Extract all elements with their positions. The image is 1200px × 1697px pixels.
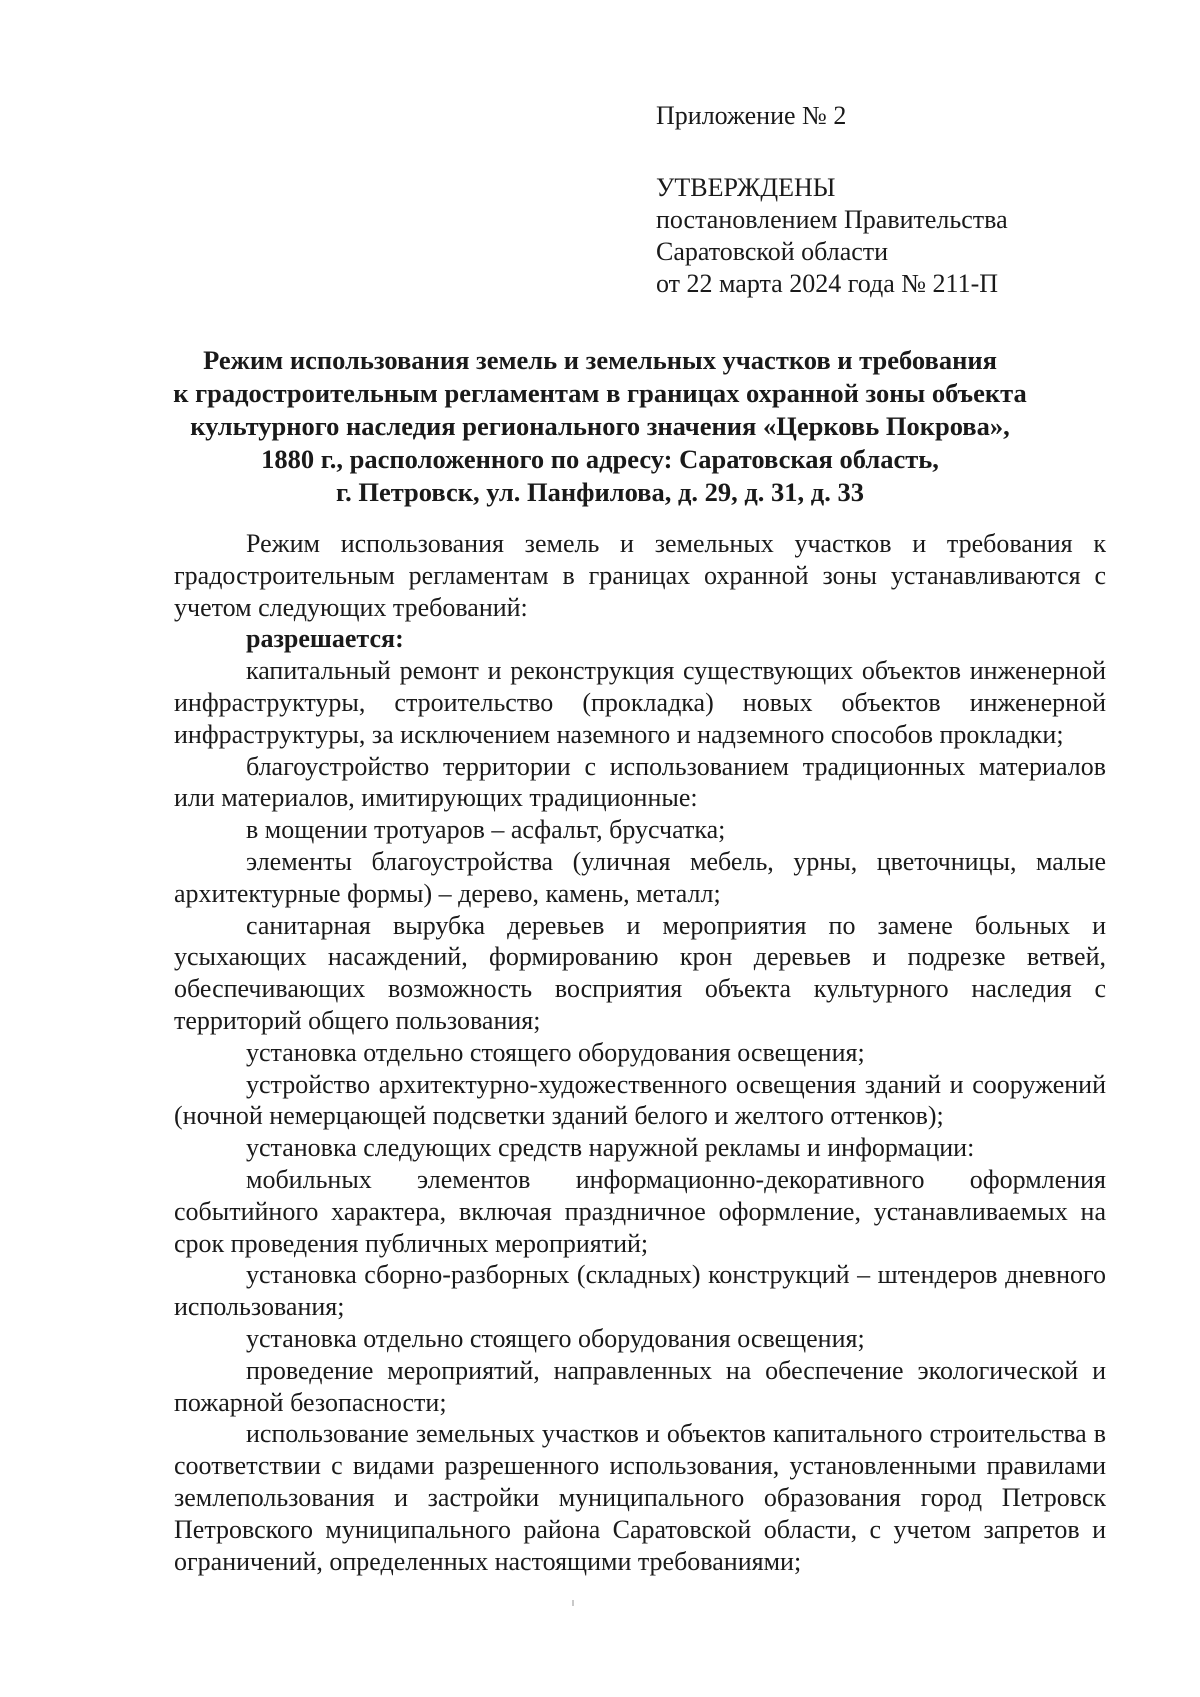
list-item: использование земельных участков и объектов капитального строительства в соответствии с видами разрешенного использования, установленными правилами землепользования и застройки муниципального образования город Петровск Петровского муниципального района Саратовской области, с учетом запретов и ограничений, определенных настоящими требованиями; bbox=[174, 1419, 1106, 1576]
allowed-heading: разрешается: bbox=[246, 624, 404, 654]
document-title bbox=[150, 344, 1050, 509]
list-item: установка отдельно стоящего оборудования освещения; bbox=[246, 1037, 865, 1067]
approval-line-3: от 22 марта 2024 года № 211-П bbox=[656, 269, 999, 298]
scan-mark bbox=[572, 1600, 574, 1606]
intro-paragraph: Режим использования земель и земельных участков и требования к градостроительным регламентам в границах охранной зоны устанавливаются с учетом следующих требований: bbox=[174, 529, 1106, 622]
list-item: санитарная вырубка деревьев и мероприятия по замене больных и усыхающих насаждений, формированию крон деревьев и подрезке ветвей, обеспечивающих возможность восприятия объекта культурного наследия с территорий общего пользования; bbox=[174, 910, 1106, 1035]
title-line: к градостроительным регламентам в границах охранной зоны объекта bbox=[173, 378, 1027, 408]
list-item: в мощении тротуаров – асфальт, брусчатка; bbox=[246, 815, 726, 845]
title-line: г. Петровск, ул. Панфилова, д. 29, д. 31, д. 33 bbox=[336, 477, 864, 507]
appendix-number: Приложение № 2 bbox=[656, 101, 847, 130]
approval-block bbox=[656, 100, 1116, 300]
list-item: установка отдельно стоящего оборудования освещения; bbox=[246, 1323, 865, 1353]
list-item: мобильных элементов информационно-декоративного оформления событийного характера, включая праздничное оформление, устанавливаемых на срок проведения публичных мероприятий; bbox=[174, 1164, 1106, 1258]
list-item: капитальный ремонт и реконструкция существующих объектов инженерной инфраструктуры, строительство (прокладка) новых объектов инженерной инфраструктуры, за исключением наземного и надземного способов прокладки; bbox=[174, 656, 1106, 749]
title-line: Режим использования земель и земельных участков и требования bbox=[203, 345, 997, 375]
title-line: культурного наследия регионального значения «Церковь Покрова», bbox=[190, 411, 1010, 441]
title-line: 1880 г., расположенного по адресу: Саратовская область, bbox=[261, 444, 939, 474]
list-item: проведение мероприятий, направленных на обеспечение экологической и пожарной безопасности; bbox=[174, 1355, 1106, 1417]
approval-line-1: постановлением Правительства bbox=[656, 205, 1008, 234]
document-body bbox=[174, 528, 1106, 1577]
approved-label: УТВЕРЖДЕНЫ bbox=[656, 173, 836, 202]
list-item: благоустройство территории с использованием традиционных материалов или материалов, имитирующих традиционные: bbox=[174, 751, 1106, 813]
list-item: установка следующих средств наружной рекламы и информации: bbox=[246, 1133, 975, 1163]
approval-line-2: Саратовской области bbox=[656, 237, 889, 266]
list-item: элементы благоустройства (уличная мебель, урны, цветочницы, малые архитектурные формы) – дерево, камень, металл; bbox=[174, 846, 1106, 908]
list-item: устройство архитектурно-художественного освещения зданий и сооружений (ночной немерцающей подсветки зданий белого и желтого оттенков); bbox=[174, 1069, 1106, 1131]
list-item: установка сборно-разборных (складных) конструкций – штендеров дневного использования; bbox=[174, 1260, 1106, 1322]
